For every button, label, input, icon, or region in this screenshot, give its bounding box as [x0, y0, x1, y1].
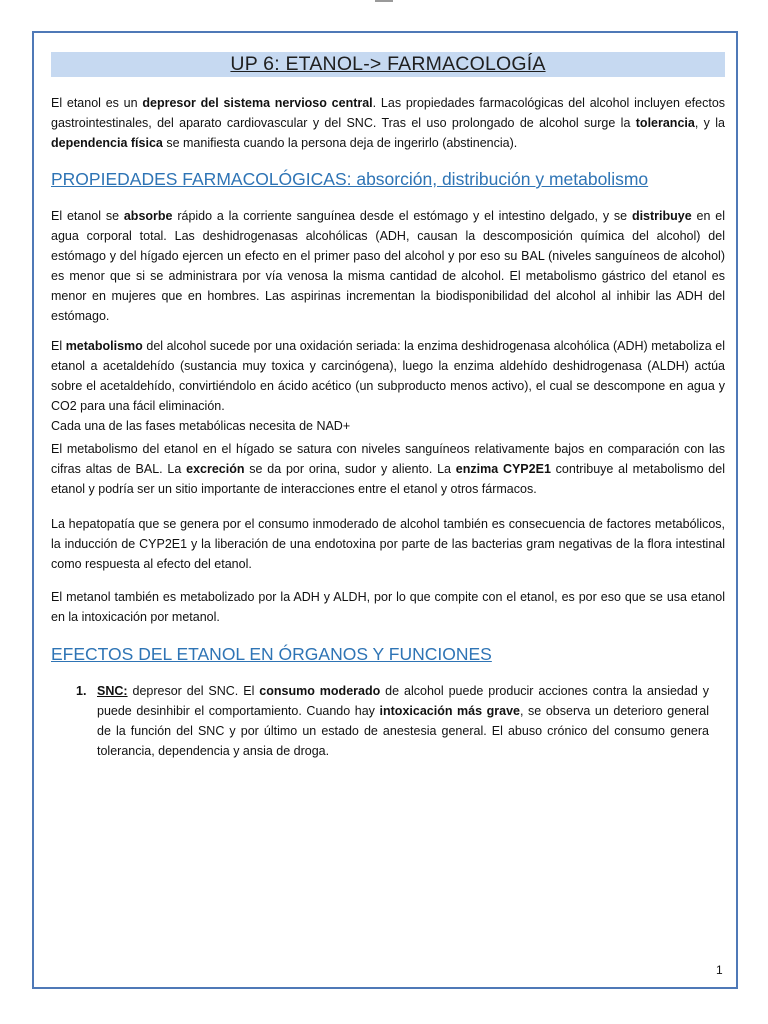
list-item-text [97, 681, 709, 761]
paragraph-bold: absorbe [123, 209, 173, 223]
paragraph-bold: enzima CYP2E1 [455, 462, 551, 476]
paragraph-text: rápido a la corriente sanguínea desde el estómago y el intestino delgado, y se [172, 209, 632, 223]
page-title: UP 6: ETANOL-> FARMACOLOGÍA [230, 53, 546, 75]
nad-note: Cada una de las fases metabólicas necesita de NAD+ [51, 419, 351, 433]
page-number: 1 [716, 963, 723, 977]
hepatopathy-paragraph: La hepatopatía que se genera por el consumo inmoderado de alcohol también es consecuencia de factores metabólicos, la inducción de CYP2E1 y la liberación de una endotoxina por parte de las bacterias gram negativas de la flora intestinal como respuesta al efecto del etanol. [51, 517, 725, 571]
intro-bold: tolerancia [635, 116, 695, 130]
section-heading-effects: EFECTOS DEL ETANOL EN ÓRGANOS Y FUNCIONES [51, 644, 492, 664]
methanol-paragraph: El metanol también es metabolizado por la ADH y ALDH, por lo que compite con el etanol, es por eso que se usa etanol en la intoxicación por metanol. [51, 590, 725, 624]
paragraph-text: contribuye al metabolismo del etanol y podría ser un sitio importante de interacciones entre el etanol y otros fármacos. [51, 462, 725, 496]
top-edge-mark [375, 0, 393, 2]
paragraph-bold: excreción [186, 462, 245, 476]
paragraph-text: , se observa un deterioro general de la función del SNC y por último un estado de anestesia general. El abuso crónico del consumo genera tolerancia, dependencia y ansia de droga. [97, 704, 709, 758]
paragraph-text: del alcohol sucede por una oxidación seriada: la enzima deshidrogenasa alcohólica (ADH) metaboliza el etanol a acetaldehído (sustancia muy toxica y carcinógena), luego la enzima aldehído deshidrogenasa (ALDH) actúa sobre el acetaldehído, convirtiéndolo en ácido acético (un subproducto menos activo), el cual se descompone en agua y CO2 para una fácil eliminación. [51, 339, 725, 413]
section-heading-pharmacology: PROPIEDADES FARMACOLÓGICAS: absorción, distribución y metabolismo [51, 169, 649, 189]
liver-metabolism-paragraph [51, 439, 725, 499]
paragraph-text: El etanol se [51, 209, 124, 223]
intro-text: se manifiesta cuando la persona deja de ingerirlo (abstinencia). [162, 136, 518, 150]
list-item-number: 1. [76, 684, 87, 698]
intro-text: , y la [694, 116, 725, 130]
paragraph-text: en el agua corporal total. Las deshidrogenasas alcohólicas (ADH, causan la descomposición química del alcohol) del estómago y del hígado ejercen un efecto en el primer paso del alcohol y por eso su BAL (niveles sanguíneos de alcohol) es menor que si se administrara por vía venosa la misma cantidad de alcohol. El metabolismo gástrico del etanol es menor en mujeres que en hombres. Las aspirinas incrementan la biodisponibilidad del alcohol al inhibir las ADH del estómago. [51, 209, 725, 323]
paragraph-text: El metabolismo del etanol en el hígado se satura con niveles sanguíneos relativamente bajos en comparación con las cifras altas de BAL. La [51, 442, 725, 476]
absorption-paragraph [51, 206, 725, 326]
title-banner [51, 52, 725, 77]
paragraph-text: se da por orina, sudor y aliento. La [244, 462, 456, 476]
paragraph-bold: metabolismo [65, 339, 143, 353]
paragraph-bold: distribuye [631, 209, 692, 223]
intro-paragraph [51, 93, 725, 153]
paragraph-bold: consumo moderado [259, 684, 381, 698]
metabolism-paragraph [51, 336, 725, 436]
intro-bold: dependencia física [51, 136, 163, 150]
intro-text: . Las propiedades farmacológicas del alcohol incluyen efectos gastrointestinales, del aparato cardiovascular y del SNC. Tras el uso prolongado de alcohol surge la [51, 96, 726, 130]
effects-list [76, 681, 709, 761]
paragraph-text: de alcohol puede producir acciones contra la ansiedad y puede desinhibir el comportamiento. Cuando hay [97, 684, 709, 718]
paragraph-text: El [51, 339, 66, 353]
list-item-label: SNC: [97, 684, 128, 698]
paragraph-text: depresor del SNC. El [127, 684, 260, 698]
intro-text: El etanol es un [51, 96, 143, 110]
intro-bold: depresor del sistema nervioso central [142, 96, 373, 110]
paragraph-bold: intoxicación más grave [379, 704, 520, 718]
list-item [76, 681, 709, 761]
